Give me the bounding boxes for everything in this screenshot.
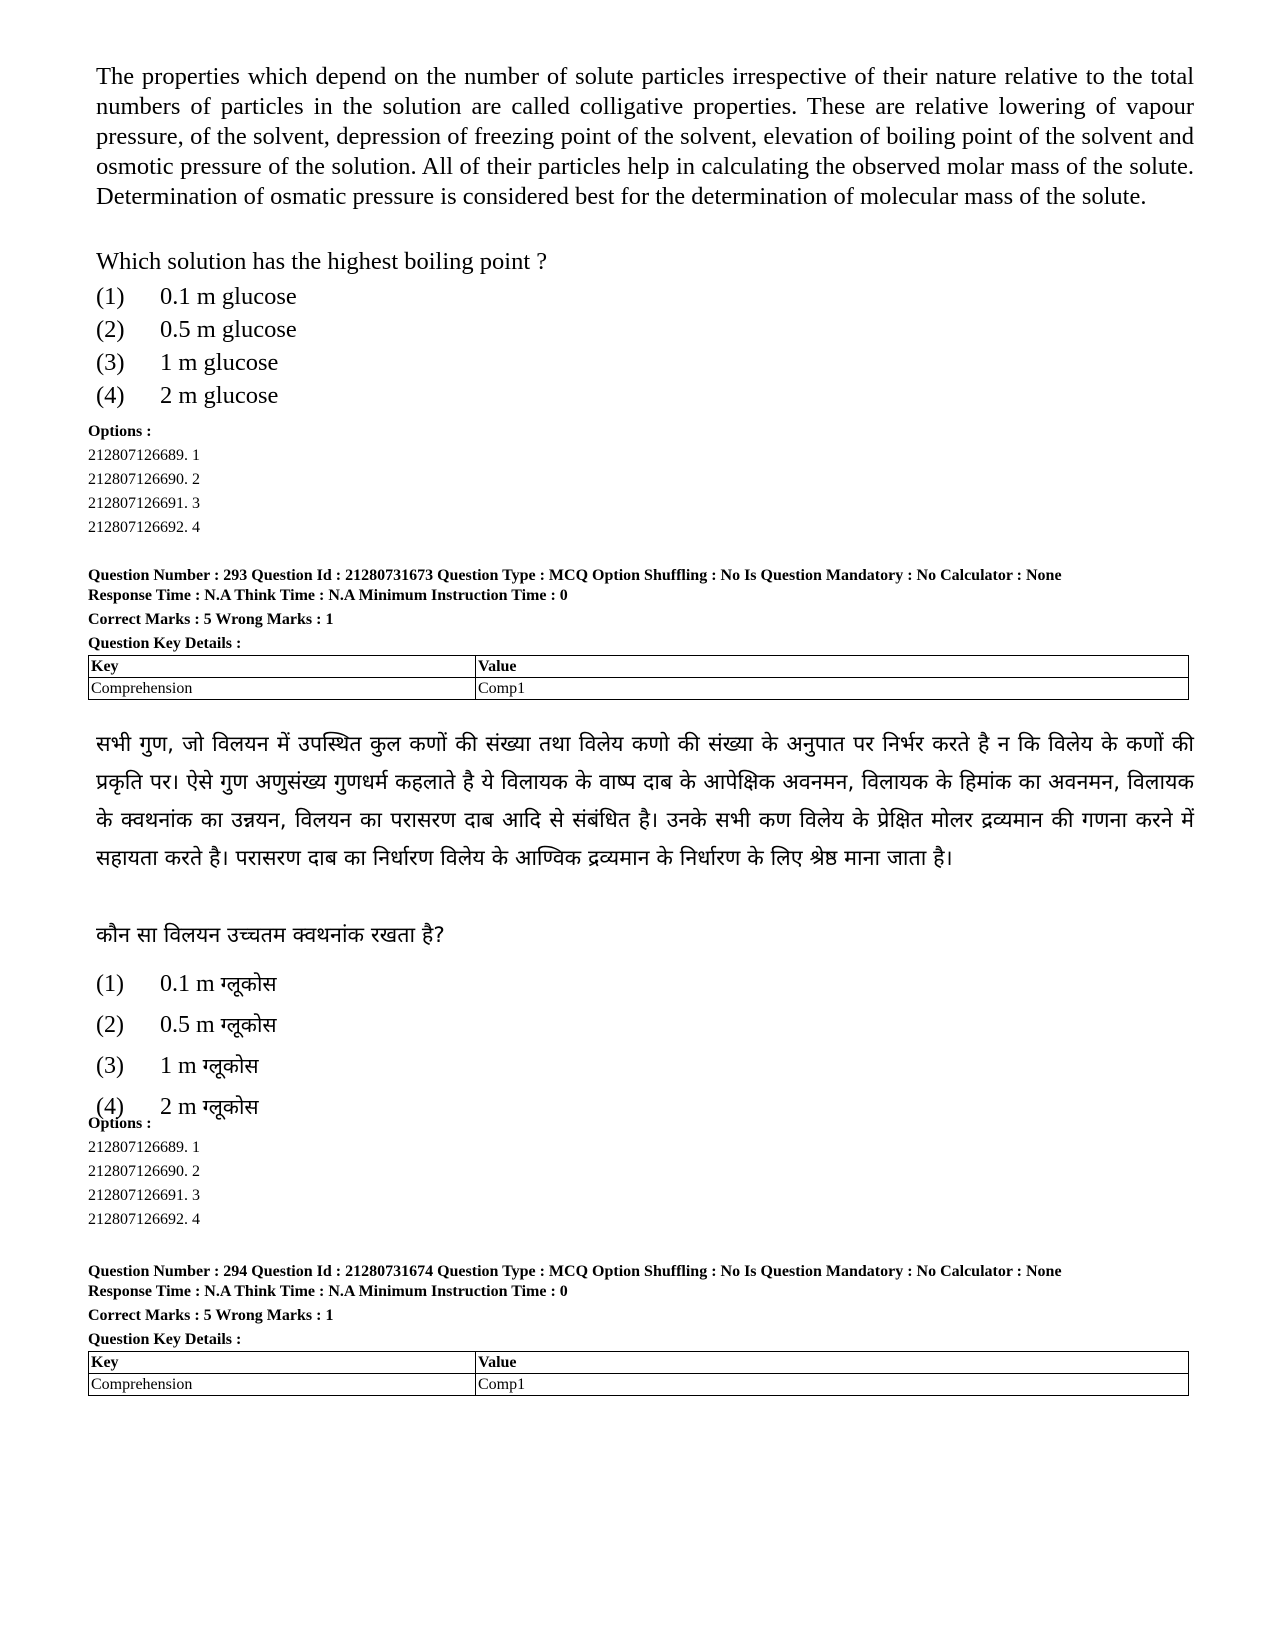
option-id: 212807126691. 3 [88, 1187, 200, 1204]
option-id: 212807126692. 4 [88, 1211, 200, 1228]
table-row [89, 678, 1189, 700]
marks-line: Correct Marks : 5 Wrong Marks : 1 [88, 611, 334, 628]
option-id: 212807126691. 3 [88, 495, 200, 512]
question-hindi: कौन सा विलयन उच्चतम क्वथनांक रखता है? [96, 923, 445, 948]
table-cell-value: Comp1 [476, 1374, 1189, 1396]
option-number: (1) [96, 971, 124, 997]
answer-option [96, 1046, 277, 1087]
table-cell-key: Comprehension [89, 678, 476, 700]
table-cell-key: Comprehension [89, 1374, 476, 1396]
table-cell-value: Comp1 [476, 678, 1189, 700]
option-text: 2 m glucose [160, 382, 279, 409]
key-value-table-293 [88, 655, 1189, 700]
option-text: ग्लूकोस [220, 972, 277, 996]
options-id-list [88, 420, 1198, 540]
option-text: ग्लूकोस [202, 1054, 259, 1078]
option-value: 0.5 m [160, 1012, 215, 1038]
option-text: 1 m glucose [160, 349, 279, 376]
option-number: (1) [96, 283, 125, 310]
answer-option [96, 1005, 277, 1046]
option-number: (3) [96, 1053, 124, 1079]
option-value: 2 m [160, 1094, 197, 1120]
table-header-value: Value [476, 1352, 1189, 1374]
table-header-key: Key [89, 1352, 476, 1374]
option-text: ग्लूकोस [220, 1013, 277, 1037]
key-details-label: Question Key Details : [88, 635, 242, 652]
answer-option [96, 346, 297, 379]
answer-option [96, 964, 277, 1005]
options-label: Options : [88, 1115, 152, 1132]
answer-option [96, 280, 297, 313]
option-text: 0.5 m glucose [160, 316, 297, 343]
option-number: (4) [96, 1094, 124, 1120]
option-value: 0.1 m [160, 971, 215, 997]
table-header-row [89, 656, 1189, 678]
table-header-row [89, 1352, 1189, 1374]
marks-line: Correct Marks : 5 Wrong Marks : 1 [88, 1307, 334, 1324]
option-number: (2) [96, 316, 125, 343]
key-details-label: Question Key Details : [88, 1331, 242, 1348]
question-meta-line: Question Number : 293 Question Id : 21280731673 Question Type : MCQ Option Shuffling : No Is Question Mandatory : No Calculator : None [88, 567, 1062, 584]
option-number: (4) [96, 382, 125, 409]
question-meta-294 [88, 1262, 1198, 1350]
option-number: (3) [96, 349, 125, 376]
table-row [89, 1374, 1189, 1396]
option-id: 212807126690. 2 [88, 471, 200, 488]
option-text: ग्लूकोस [202, 1095, 259, 1119]
question-meta-line: Response Time : N.A Think Time : N.A Minimum Instruction Time : 0 [88, 1283, 568, 1300]
options-id-list [88, 1112, 1198, 1232]
question-meta-line: Question Number : 294 Question Id : 21280731674 Question Type : MCQ Option Shuffling : No Is Question Mandatory : No Calculator : None [88, 1263, 1062, 1280]
answer-options-hindi [96, 964, 277, 1128]
option-id: 212807126690. 2 [88, 1163, 200, 1180]
answer-option [96, 313, 297, 346]
key-value-table-294 [88, 1351, 1189, 1396]
option-id: 212807126692. 4 [88, 519, 200, 536]
passage-english: The properties which depend on the number of solute particles irrespective of their nature relative to the total numbers of particles in the solution are called colligative properties. These are relative lowering of vapour pressure, of the solvent, depression of freezing point of the solvent, elevation of boiling point of the solvent and osmotic pressure of the solution. All of their particles help in calculating the observed molar mass of the solute. Determination of osmatic pressure is considered best for the determination of molecular mass of the solute. [96, 63, 1194, 210]
question-english: Which solution has the highest boiling point ? [96, 248, 548, 275]
answer-option [96, 379, 297, 412]
question-meta-293 [88, 566, 1198, 654]
option-text: 0.1 m glucose [160, 283, 297, 310]
table-header-key: Key [89, 656, 476, 678]
option-number: (2) [96, 1012, 124, 1038]
option-id: 212807126689. 1 [88, 447, 200, 464]
options-label: Options : [88, 423, 152, 440]
answer-options-english [96, 280, 297, 412]
passage-hindi: सभी गुण, जो विलयन में उपस्थित कुल कणों की संख्या तथा विलेय कणो की संख्या के अनुपात पर निर्भर करते है न कि विलेय के कणों की प्रकृति पर। ऐसे गुण अणुसंख्य गुणधर्म कहलाते है ये विलायक के वाष्प दाब के आपेक्षिक अवनमन, विलायक के हिमांक का अवनमन, विलायक के क्वथनांक का उन्नयन, विलयन का परासरण दाब आदि से संबंधित है। उनके सभी कण विलेय के प्रेक्षित मोलर द्रव्यमान की गणना करने में सहायता करते है। परासरण दाब का निर्धारण विलेय के आण्विक द्रव्यमान के निर्धारण के लिए श्रेष्ठ माना जाता है। [96, 732, 1194, 871]
option-id: 212807126689. 1 [88, 1139, 200, 1156]
option-value: 1 m [160, 1053, 197, 1079]
question-meta-line: Response Time : N.A Think Time : N.A Minimum Instruction Time : 0 [88, 587, 568, 604]
table-header-value: Value [476, 656, 1189, 678]
